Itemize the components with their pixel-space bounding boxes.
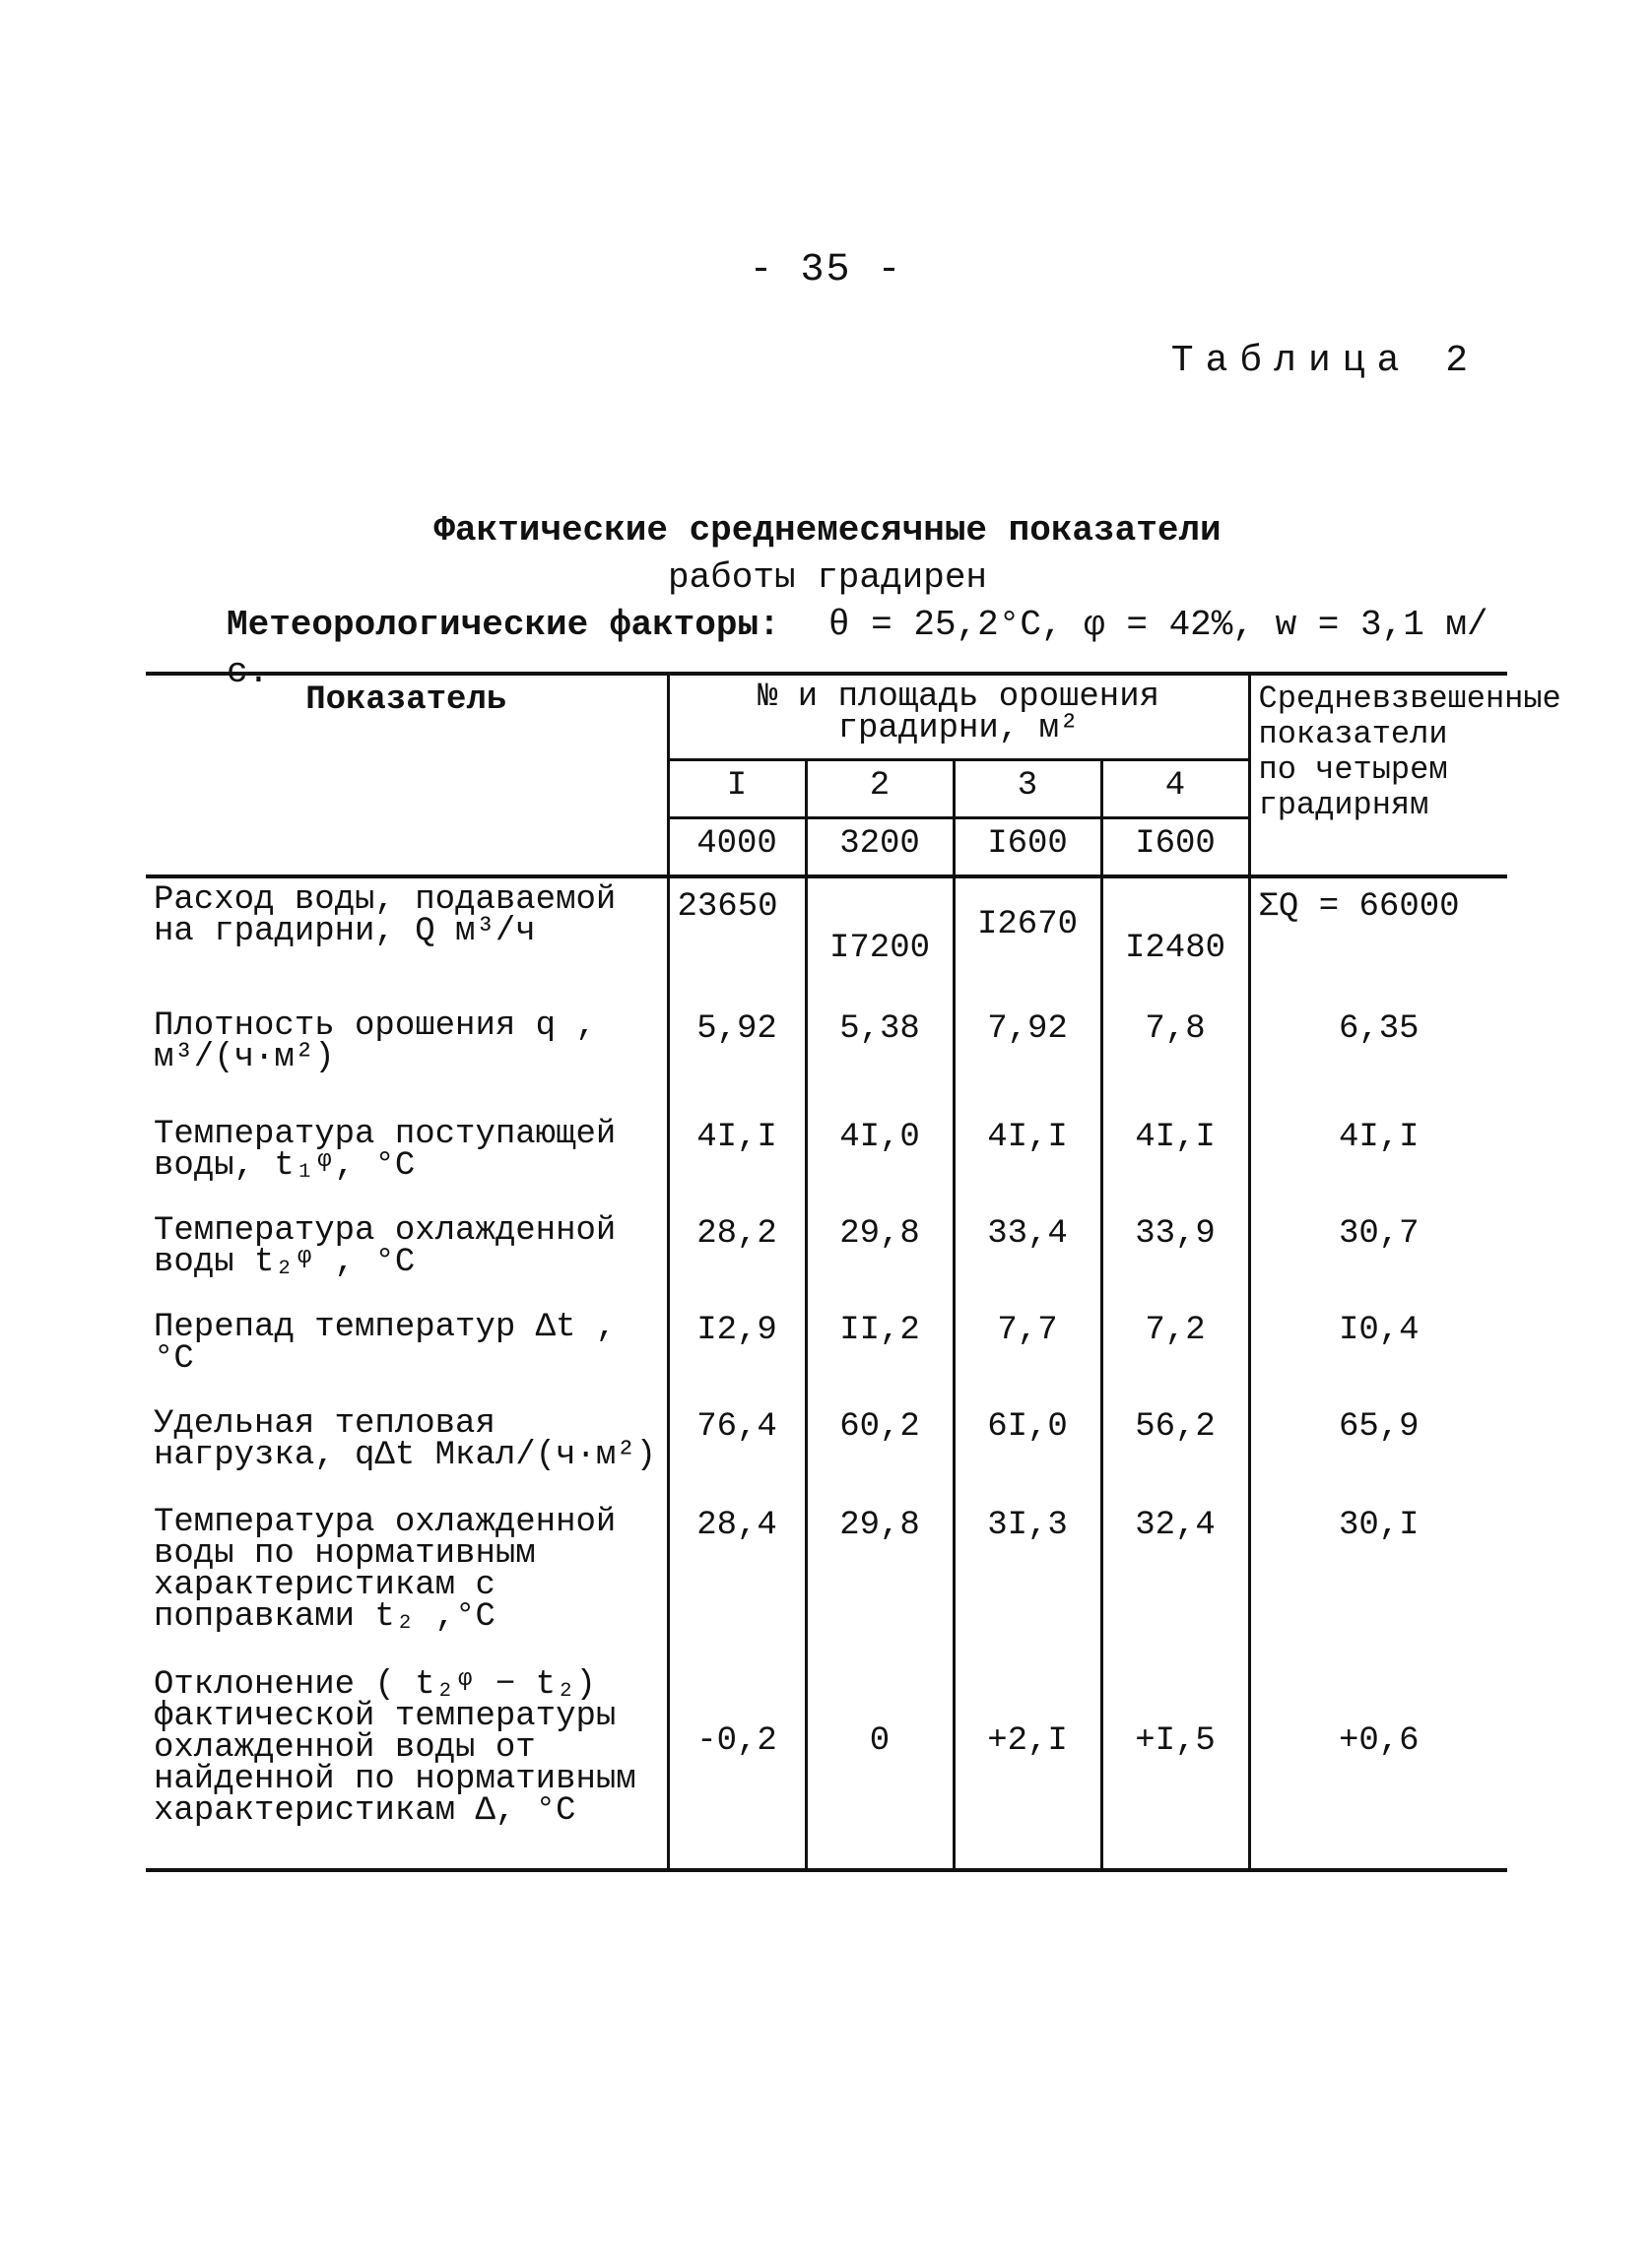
cell-value: 28,2 [668,1209,806,1306]
row-label: Удельная тепловая нагрузка, qΔt Мкал/(ч·м²) [146,1402,668,1501]
row-label: Перепад температур Δt , °C [146,1306,668,1402]
cell-value: 7,2 [1101,1306,1249,1402]
table-row [146,1209,1507,1306]
table-row [146,1004,1507,1113]
header-tower-number: 2 [806,760,954,818]
cell-average: ΣQ = 66000 [1249,876,1507,1004]
cell-value: 6I,0 [954,1402,1101,1501]
header-average: Средневзвешенные показатели по четырем градирням [1249,674,1507,876]
header-tower-number: I [668,760,806,818]
cell-value: II,2 [806,1306,954,1402]
cell-value: 23650 [668,876,806,1004]
cell-value: 7,8 [1101,1004,1249,1113]
cell-value: 4I,I [668,1113,806,1209]
header-tower-area: 4000 [668,818,806,877]
cell-value: 32,4 [1101,1501,1249,1663]
meteo-label: Метеорологические факторы: [227,605,780,645]
cell-average: I0,4 [1249,1306,1507,1402]
cell-value: 33,9 [1101,1209,1249,1306]
row-label: Температура поступающей воды, t₁ᵠ, °C [146,1113,668,1209]
table-row [146,1663,1507,1870]
row-label: Температура охлажденной воды t₂ᵠ , °C [146,1209,668,1306]
table-row [146,1113,1507,1209]
title-line-1: Фактические среднемесячные показатели [433,510,1222,551]
cell-value: I7200 [806,876,954,1004]
cell-value: -0,2 [668,1663,806,1870]
cell-value: 4I,I [954,1113,1101,1209]
header-tower-area: 3200 [806,818,954,877]
header-group: № и площадь орошения градирни, м² [668,674,1249,760]
cell-value: I2480 [1101,876,1249,1004]
cell-value: +I,5 [1101,1663,1249,1870]
meteo-values: θ = 25,2°C, φ = 42%, w = 3,1 м/с. [227,605,1488,692]
table-label: Таблица 2 [1170,340,1480,382]
header-tower-area: I600 [1101,818,1249,877]
table-row [146,1402,1507,1501]
title-line-2: работы градирен [667,557,988,598]
cell-value: 28,4 [668,1501,806,1663]
header-tower-area: I600 [954,818,1101,877]
cell-value: I2670 [954,876,1101,1004]
cell-value: +2,I [954,1663,1101,1870]
cell-average: 30,I [1249,1501,1507,1663]
cell-value: 3I,3 [954,1501,1101,1663]
cell-value: 29,8 [806,1209,954,1306]
cell-value: 0 [806,1663,954,1870]
cooling-tower-table [146,672,1561,1872]
cell-value: 33,4 [954,1209,1101,1306]
cell-value: 76,4 [668,1402,806,1501]
header-tower-number: 3 [954,760,1101,818]
cell-average: 6,35 [1249,1004,1507,1113]
row-label: Расход воды, подаваемой на градирни, Q м³/ч [146,876,668,1004]
table-row [146,1501,1507,1663]
header-tower-number: 4 [1101,760,1249,818]
cell-value: 56,2 [1101,1402,1249,1501]
table-row [146,876,1507,1004]
cell-value: 29,8 [806,1501,954,1663]
cell-value: 7,7 [954,1306,1101,1402]
cell-value: 5,92 [668,1004,806,1113]
row-label: Отклонение ( t₂ᵠ − t₂) фактической температуры охлажденной воды от найденной по нормативным характеристикам Δ, °C [146,1663,668,1870]
cell-value: 60,2 [806,1402,954,1501]
page-number: - 35 - [749,248,903,292]
header-indicator: Показатель [146,674,668,876]
row-label: Плотность орошения q , м³/(ч·м²) [146,1004,668,1113]
table-row [146,1306,1507,1402]
cell-average: 30,7 [1249,1209,1507,1306]
cell-value: 5,38 [806,1004,954,1113]
row-label: Температура охлажденной воды по нормативным характеристикам с поправками t₂ ,°C [146,1501,668,1663]
cell-average: +0,6 [1249,1663,1507,1870]
cell-value: I2,9 [668,1306,806,1402]
cell-average: 65,9 [1249,1402,1507,1501]
cell-average: 4I,I [1249,1113,1507,1209]
cell-value: 4I,I [1101,1113,1249,1209]
table-title [148,507,1507,696]
cell-value: 7,92 [954,1004,1101,1113]
cell-value: 4I,0 [806,1113,954,1209]
